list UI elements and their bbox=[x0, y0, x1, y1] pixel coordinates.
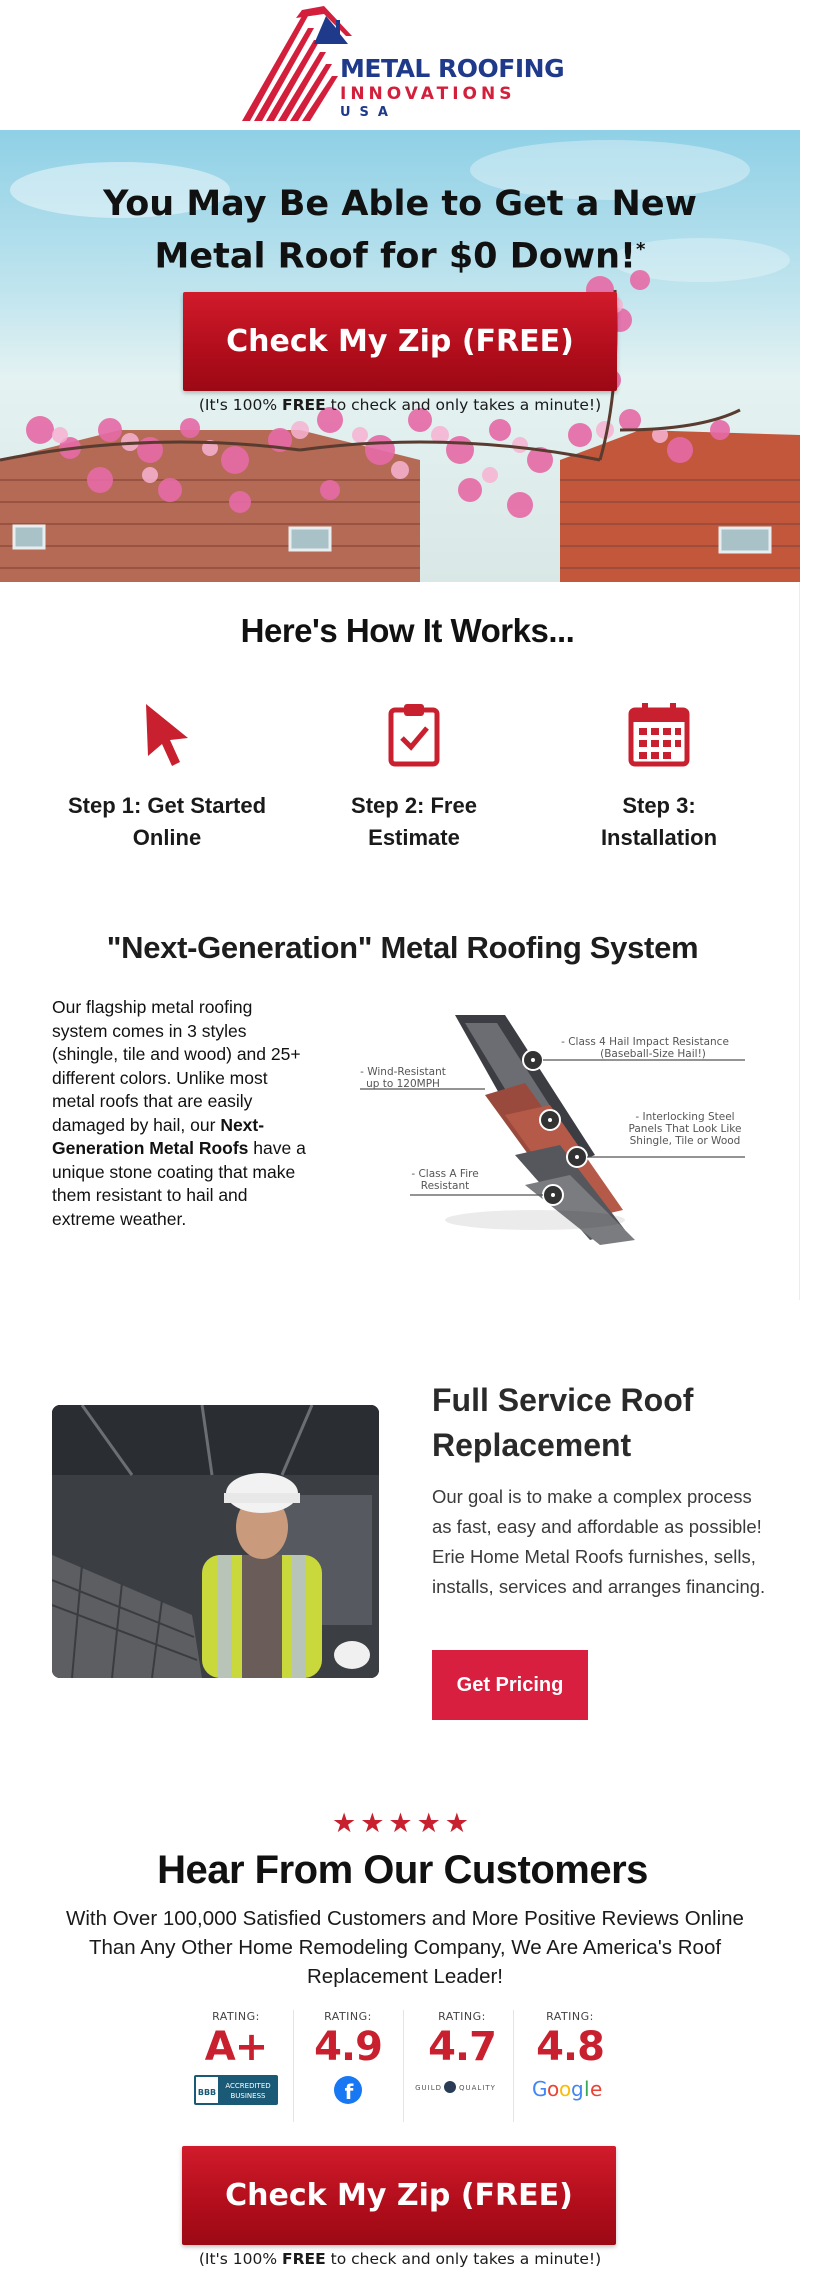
step-2-label-line1: Step 2: Free bbox=[351, 793, 477, 818]
check-zip-note bbox=[100, 396, 700, 414]
bbb-mark: BBB bbox=[197, 2088, 217, 2097]
roof-panel-layers-diagram bbox=[355, 1005, 755, 1245]
rating-caption: RATING: bbox=[546, 2010, 594, 2023]
bbb-accredited-logo bbox=[194, 2075, 278, 2105]
callout-wind: - Wind-Resistant bbox=[360, 1066, 446, 1078]
clipboard-check-icon bbox=[387, 700, 441, 768]
note-free: FREE bbox=[282, 396, 326, 414]
rating-facebook bbox=[296, 2010, 400, 2122]
brand-name: METAL ROOFING bbox=[340, 54, 565, 83]
hero-headline-line1: You May Be Able to Get a New bbox=[103, 184, 697, 224]
guildquality-logo bbox=[412, 2075, 512, 2099]
reviews-subtitle: With Over 100,000 Satisfied Customers and More Positive Reviews Online Than Any Other Home Remodeling Company, We Are America's Roof Replacement Leader! bbox=[66, 1907, 744, 1988]
guild-text: GUILD bbox=[415, 2084, 442, 2092]
rating-divider bbox=[513, 2010, 514, 2122]
callout-fire: - Class A Fire bbox=[411, 1168, 479, 1180]
note-text: (It's 100% bbox=[198, 396, 283, 414]
google-letter: o bbox=[559, 2077, 572, 2101]
rating-caption: RATING: bbox=[324, 2010, 372, 2023]
callout-fire-sub: Resistant bbox=[420, 1180, 470, 1192]
step-2-label-line2: Estimate bbox=[368, 825, 460, 850]
step-1-label-line1: Step 1: Get Started bbox=[67, 793, 267, 818]
step-1-label bbox=[47, 790, 287, 854]
rating-caption: RATING: bbox=[438, 2010, 486, 2023]
rating-value: 4.8 bbox=[536, 2024, 604, 2070]
installer-photo bbox=[52, 1405, 379, 1678]
bbb-business: BUSINESS bbox=[230, 2092, 266, 2100]
installer-video-thumbnail[interactable] bbox=[52, 1405, 379, 1678]
callout-hail: - Class 4 Hail Impact Resistance bbox=[561, 1036, 729, 1048]
callout-hail-sub: (Baseball-Size Hail!) bbox=[600, 1048, 706, 1060]
step-3-label bbox=[539, 790, 779, 854]
brand-subname: INNOVATIONS bbox=[340, 84, 516, 104]
rating-guildquality bbox=[410, 2010, 514, 2122]
reviews-title: Hear From Our Customers bbox=[157, 1848, 648, 1892]
facebook-f: f bbox=[344, 2080, 354, 2104]
step-2-label bbox=[294, 790, 534, 854]
rating-value: 4.7 bbox=[428, 2024, 496, 2070]
google-logo bbox=[530, 2075, 610, 2103]
get-pricing-button[interactable]: Get Pricing bbox=[432, 1650, 588, 1720]
check-zip-note-bottom bbox=[100, 2250, 700, 2268]
note-text-end: to check and only takes a minute!) bbox=[325, 2250, 602, 2268]
next-gen-text-end: have a unique stone coating that make them resistant to hail and extreme weather. bbox=[52, 1138, 306, 1229]
step-1-label-line2: Online bbox=[132, 825, 202, 850]
cursor-icon bbox=[142, 700, 192, 768]
full-service-title: Full Service Roof Replacement bbox=[432, 1382, 694, 1463]
full-service-description: Our goal is to make a complex process as fast, easy and affordable as possible! Erie Home Metal Roofs furnishes, sells, installs, services and arranges financing. bbox=[432, 1486, 766, 1597]
note-free: FREE bbox=[282, 2250, 326, 2268]
google-letter: e bbox=[590, 2077, 603, 2101]
rating-bbb bbox=[184, 2010, 288, 2122]
brand-country: USA bbox=[340, 105, 397, 120]
check-zip-button-bottom[interactable]: Check My Zip (FREE) bbox=[182, 2146, 616, 2245]
rating-google bbox=[518, 2010, 622, 2122]
next-gen-title: "Next-Generation" Metal Roofing System bbox=[106, 930, 699, 965]
step-3 bbox=[539, 700, 779, 854]
step-3-label-line1: Step 3: bbox=[622, 793, 696, 818]
rating-divider bbox=[293, 2010, 294, 2122]
how-it-works-title: Here's How It Works... bbox=[240, 612, 575, 649]
check-zip-button[interactable]: Check My Zip (FREE) bbox=[183, 292, 617, 391]
hero-headline-asterisk: * bbox=[636, 239, 646, 260]
callout-wind-sub: up to 120MPH bbox=[366, 1078, 440, 1090]
next-gen-text-start: Our flagship metal roofing system comes in 3 styles (shingle, tile and wood) and 25+ different colors. Unlike most metal roofs that are easily damaged by hail, our bbox=[52, 997, 301, 1135]
quality-text: QUALITY bbox=[459, 2084, 496, 2092]
calendar-icon bbox=[627, 700, 691, 768]
step-3-label-line2: Installation bbox=[600, 825, 718, 850]
bbb-accredited: ACCREDITED bbox=[225, 2082, 271, 2090]
callout-panels-sub2: Shingle, Tile or Wood bbox=[629, 1135, 741, 1147]
hero-banner bbox=[0, 130, 800, 582]
hero-headline-line2: Metal Roof for $0 Down! bbox=[154, 236, 637, 277]
next-gen-text-bold: Next-Generation Metal Roofs bbox=[52, 1114, 265, 1158]
rating-value: A+ bbox=[204, 2024, 268, 2070]
hero-headline bbox=[40, 182, 760, 280]
five-star-icon: ★★★★★ bbox=[331, 1808, 474, 1838]
rating-value: 4.9 bbox=[314, 2024, 382, 2070]
rating-divider bbox=[403, 2010, 404, 2122]
facebook-logo bbox=[333, 2075, 363, 2105]
next-gen-description bbox=[52, 996, 308, 1231]
rating-caption: RATING: bbox=[212, 2010, 260, 2023]
step-1 bbox=[47, 700, 287, 854]
google-letter: g bbox=[571, 2077, 584, 2101]
google-letter: o bbox=[547, 2077, 560, 2101]
note-text: (It's 100% bbox=[198, 2250, 283, 2268]
site-header bbox=[0, 0, 800, 130]
callout-panels-sub1: Panels That Look Like bbox=[628, 1123, 742, 1135]
step-2 bbox=[294, 700, 534, 854]
callout-panels: - Interlocking Steel bbox=[635, 1111, 735, 1123]
google-letter: l bbox=[584, 2077, 590, 2101]
note-text-end: to check and only takes a minute!) bbox=[325, 396, 602, 414]
google-letter: G bbox=[532, 2077, 548, 2101]
